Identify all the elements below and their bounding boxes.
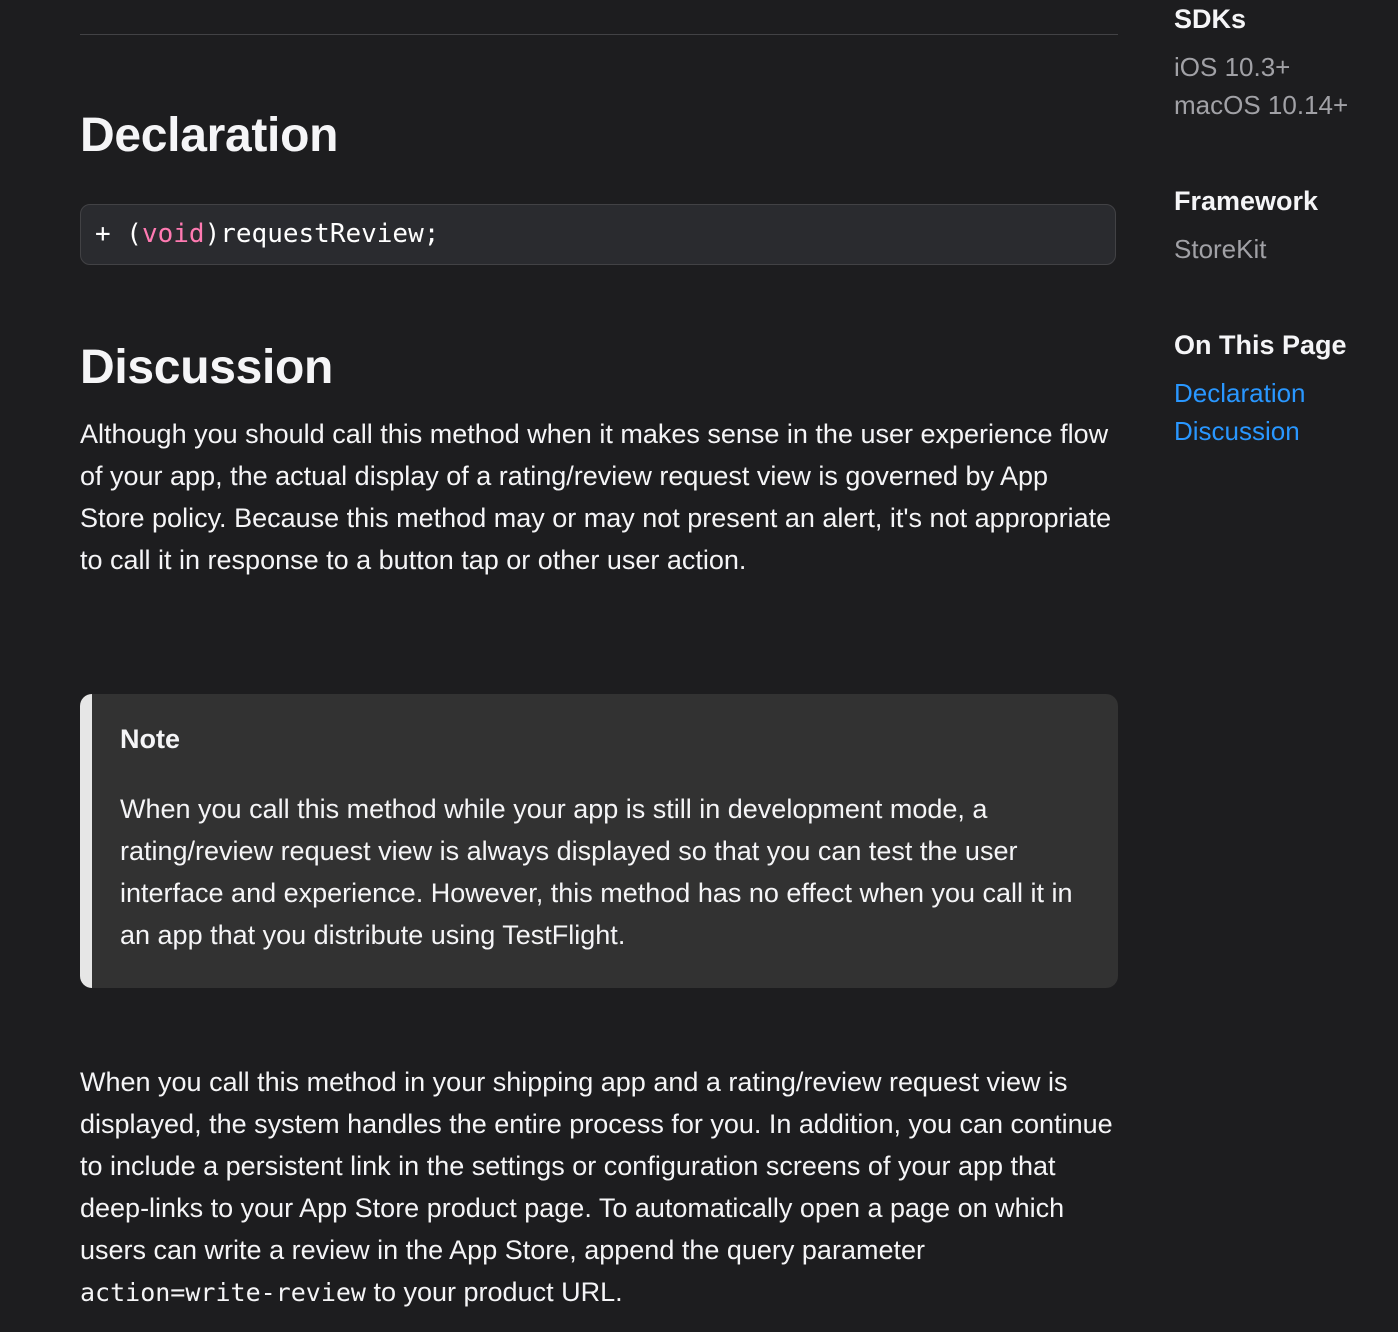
- declaration-code: [80, 204, 1116, 265]
- code-keyword: void: [141, 219, 205, 249]
- inline-code: action=write-review: [80, 1278, 366, 1307]
- declaration-heading: Declaration: [80, 109, 339, 162]
- sdk-macos: macOS 10.14+: [1174, 90, 1349, 120]
- sdks-list: [1174, 48, 1348, 124]
- code-prefix: + (: [95, 219, 142, 249]
- framework-value: StoreKit: [1174, 234, 1267, 264]
- discussion-paragraph: Although you should call this method when it makes sense in the user experience flow of your app, the actual display of a rating/review request view is governed by App Store policy. Because this method may or may not present an alert, it's not appropriate to call it in response to a button tap or other user action.: [80, 419, 1112, 575]
- note-title: Note: [120, 724, 180, 754]
- on-this-page-heading: On This Page: [1174, 330, 1347, 360]
- sdks-heading: SDKs: [1174, 4, 1247, 34]
- note-callout: [80, 694, 1118, 988]
- para-text: When you call this method in your shipping app and a rating/review request view is displayed, the system handles the entire process for you. In addition, you can continue to include a persistent link in the settings or configuration screens of your app that deep-links to your App Store product page. To automatically open a page on which users can write a review in the App Store, append the query parameter: [80, 1067, 1113, 1265]
- on-this-page-links: [1174, 374, 1306, 450]
- discussion-heading: Discussion: [80, 341, 334, 394]
- discussion-paragraph-2: [80, 1061, 1120, 1314]
- framework-heading: Framework: [1174, 186, 1319, 216]
- divider: [80, 34, 1118, 35]
- link-discussion[interactable]: Discussion: [1174, 416, 1300, 446]
- para-text-end: to your product URL.: [365, 1277, 623, 1307]
- note-body: When you call this method while your app is still in development mode, a rating/review request view is always displayed so that you can test the user interface and experience. However, this method has no effect when you call it in an app that you distribute using TestFlight.: [120, 794, 1073, 950]
- sdk-ios: iOS 10.3+: [1174, 52, 1291, 82]
- code-suffix: )requestReview;: [204, 219, 440, 249]
- link-declaration[interactable]: Declaration: [1174, 378, 1306, 408]
